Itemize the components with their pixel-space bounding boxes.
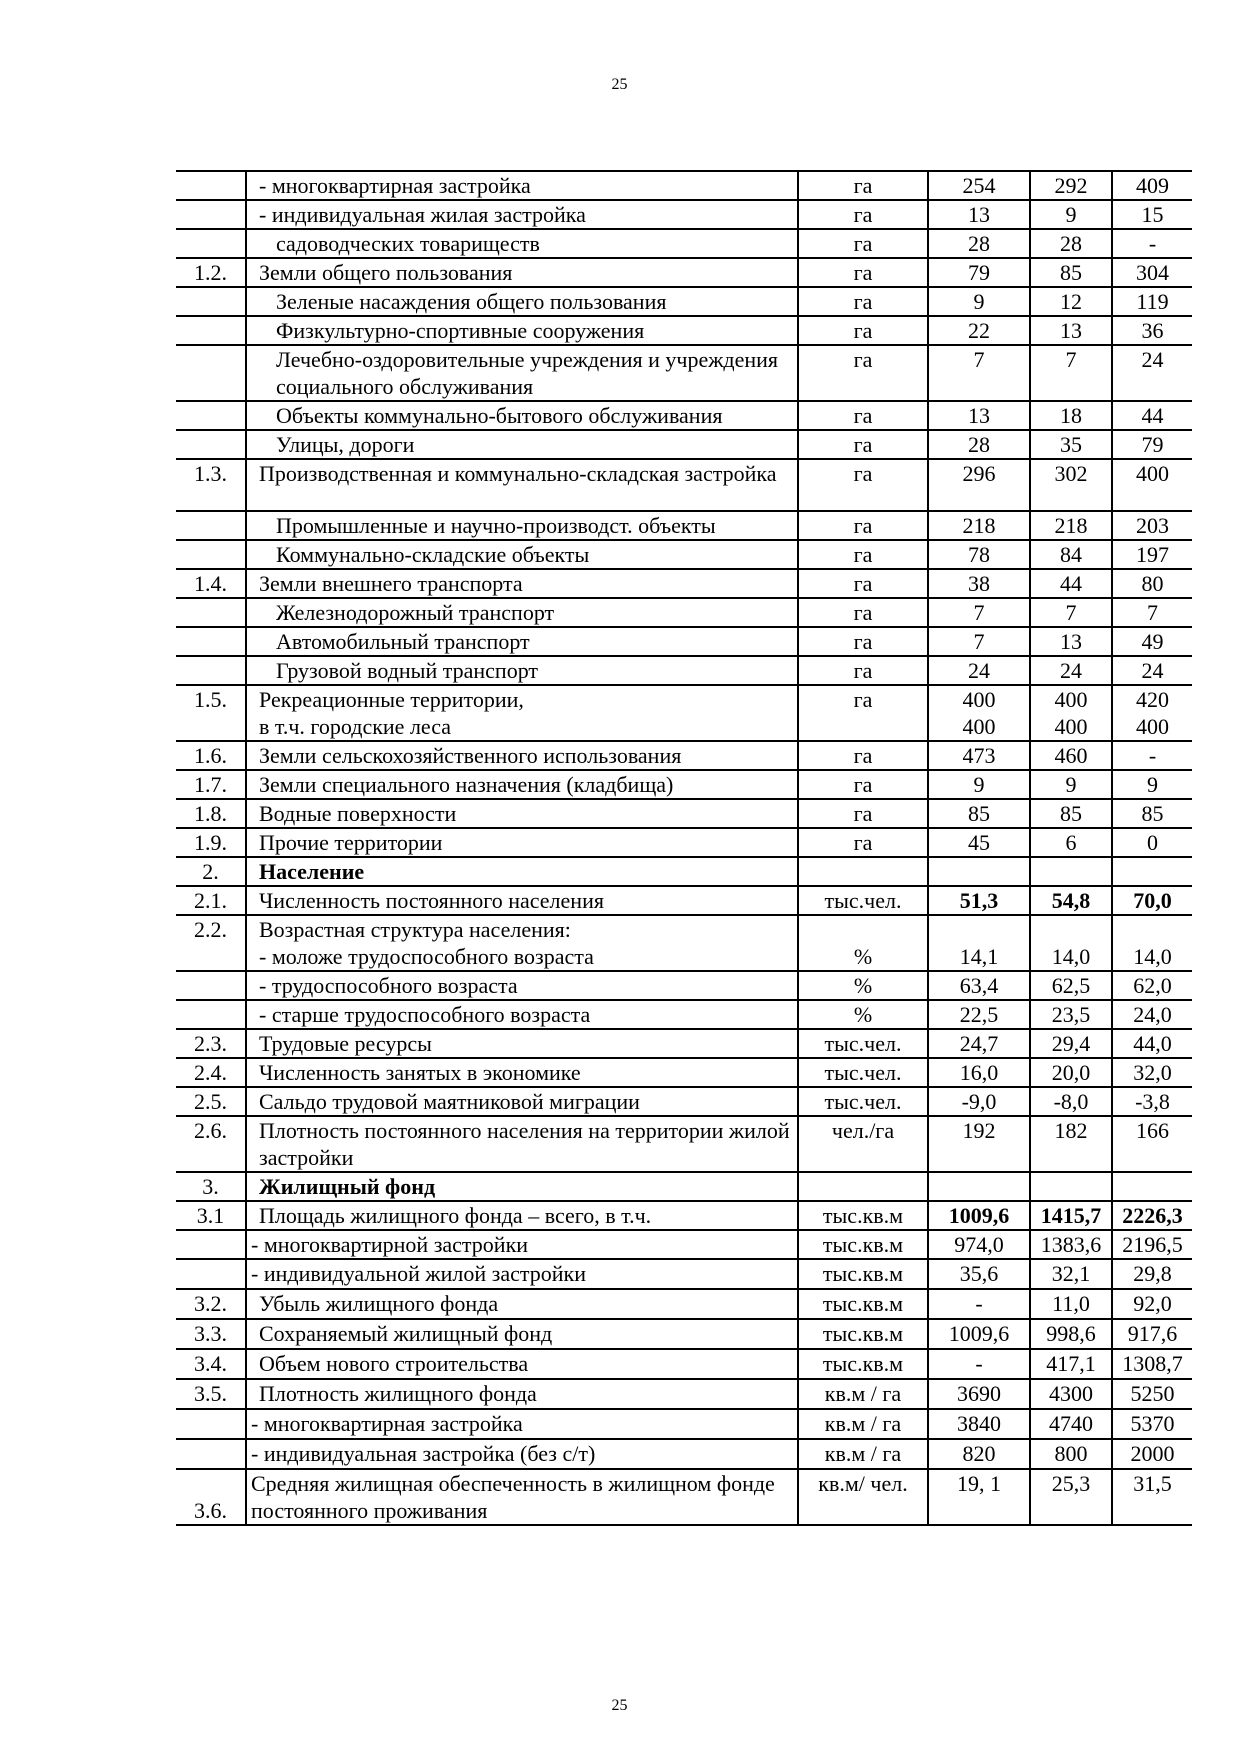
table-row [176,1289,1192,1319]
row-number [176,656,246,685]
row-unit: га [798,345,928,401]
table-row [176,1172,1192,1201]
row-value-1: 63,4 [928,971,1030,1000]
row-unit: га [798,200,928,229]
row-value-2: 7 [1030,345,1112,401]
row-unit: тыс.кв.м [798,1230,928,1259]
row-value-1: 820 [928,1439,1030,1469]
row-value-3: 92,0 [1112,1289,1192,1319]
row-unit: га [798,401,928,430]
table-row [176,1319,1192,1349]
row-number [176,171,246,200]
row-value-1: -9,0 [928,1087,1030,1116]
row-name: Физкультурно-спортивные сооружения [246,316,798,345]
row-name: - старше трудоспособного возраста [246,1000,798,1029]
row-value-2: 7 [1030,598,1112,627]
row-value-2: 35 [1030,430,1112,459]
row-name: Возрастная структура населения: - моложе трудоспособного возраста [246,915,798,971]
row-value-2: 9 [1030,200,1112,229]
table-row [176,401,1192,430]
row-number: 1.3. [176,459,246,511]
row-value-3: 0 [1112,828,1192,857]
row-number [176,627,246,656]
row-unit: % [798,915,928,971]
table-row [176,569,1192,598]
data-table [176,170,1192,1526]
row-value-3 [1112,857,1192,886]
row-value-1: 296 [928,459,1030,511]
row-value-2: -8,0 [1030,1087,1112,1116]
row-value-3: 80 [1112,569,1192,598]
row-value-1: 51,3 [928,886,1030,915]
row-unit: тыс.кв.м [798,1289,928,1319]
row-number [176,511,246,540]
row-unit: чел./га [798,1116,928,1172]
row-name: Сохраняемый жилищный фонд [246,1319,798,1349]
row-value-3: 5250 [1112,1379,1192,1409]
row-number [176,1439,246,1469]
row-name: Промышленные и научно-производст. объекты [246,511,798,540]
table-row [176,1230,1192,1259]
row-value-1: 13 [928,200,1030,229]
row-value-2: 18 [1030,401,1112,430]
row-name: Водные поверхности [246,799,798,828]
row-value-3: 119 [1112,287,1192,316]
row-value-3: 24 [1112,345,1192,401]
table-row [176,258,1192,287]
row-name: Земли внешнего транспорта [246,569,798,598]
row-unit: га [798,656,928,685]
row-number: 1.6. [176,741,246,770]
row-name: - индивидуальная жилая застройка [246,200,798,229]
row-unit: кв.м / га [798,1439,928,1469]
row-value-2: 32,1 [1030,1259,1112,1289]
row-value-3: 44 [1112,401,1192,430]
row-value-3: 32,0 [1112,1058,1192,1087]
row-unit: кв.м / га [798,1379,928,1409]
row-unit: га [798,828,928,857]
row-unit: кв.м / га [798,1409,928,1439]
row-value-1: 24 [928,656,1030,685]
row-name: Улицы, дороги [246,430,798,459]
table-row [176,915,1192,971]
table-row [176,229,1192,258]
row-value-1: 35,6 [928,1259,1030,1289]
row-value-2: 302 [1030,459,1112,511]
table-row [176,741,1192,770]
row-value-2: 800 [1030,1439,1112,1469]
row-value-3: - [1112,229,1192,258]
row-value-3: 9 [1112,770,1192,799]
row-value-3: 14,0 [1112,915,1192,971]
row-name: Численность постоянного населения [246,886,798,915]
row-value-2: 4300 [1030,1379,1112,1409]
row-value-2: 23,5 [1030,1000,1112,1029]
table-row [176,345,1192,401]
row-number: 2.5. [176,1087,246,1116]
row-number: 3.2. [176,1289,246,1319]
row-value-3: 2000 [1112,1439,1192,1469]
table-row [176,598,1192,627]
row-number: 2.4. [176,1058,246,1087]
row-name: Численность занятых в экономике [246,1058,798,1087]
row-value-3: 29,8 [1112,1259,1192,1289]
row-number: 3.6. [176,1469,246,1525]
row-value-3: 15 [1112,200,1192,229]
row-value-1: 9 [928,770,1030,799]
row-unit: кв.м/ чел. [798,1469,928,1525]
table-row [176,1000,1192,1029]
row-number: 1.4. [176,569,246,598]
row-value-2 [1030,1172,1112,1201]
row-unit: га [798,171,928,200]
row-value-3: 917,6 [1112,1319,1192,1349]
row-name: Сальдо трудовой маятниковой миграции [246,1087,798,1116]
row-unit: % [798,1000,928,1029]
row-name: - многоквартирная застройка [246,1409,798,1439]
row-value-2: 62,5 [1030,971,1112,1000]
table-row [176,1409,1192,1439]
row-value-2: 14,0 [1030,915,1112,971]
row-name: садоводческих товариществ [246,229,798,258]
row-name: Земли сельскохозяйственного использования [246,741,798,770]
row-value-2: 54,8 [1030,886,1112,915]
row-number [176,971,246,1000]
row-unit: га [798,258,928,287]
table-row [176,316,1192,345]
row-value-3: 70,0 [1112,886,1192,915]
row-value-2: 28 [1030,229,1112,258]
row-number: 1.7. [176,770,246,799]
row-value-2: 85 [1030,799,1112,828]
table-row [176,287,1192,316]
row-unit [798,857,928,886]
row-unit: га [798,511,928,540]
row-value-2: 24 [1030,656,1112,685]
row-number [176,1230,246,1259]
row-name: Земли специального назначения (кладбища) [246,770,798,799]
row-value-2: 218 [1030,511,1112,540]
row-value-2: 13 [1030,627,1112,656]
row-value-1: - [928,1289,1030,1319]
row-value-3: - [1112,741,1192,770]
row-unit: тыс.кв.м [798,1201,928,1230]
row-value-2: 9 [1030,770,1112,799]
row-value-1: 7 [928,598,1030,627]
table-row [176,1469,1192,1525]
row-value-1 [928,857,1030,886]
row-unit: га [798,229,928,258]
row-number: 2.6. [176,1116,246,1172]
row-name: Прочие территории [246,828,798,857]
row-value-1: 28 [928,229,1030,258]
row-number [176,540,246,569]
row-value-3: 409 [1112,171,1192,200]
row-unit: га [798,627,928,656]
row-value-1: 13 [928,401,1030,430]
row-number: 2.1. [176,886,246,915]
row-number: 1.9. [176,828,246,857]
row-name: Производственная и коммунально-складская застройка [246,459,798,511]
row-number [176,1409,246,1439]
row-name: - трудоспособного возраста [246,971,798,1000]
row-value-1: 7 [928,345,1030,401]
table-row [176,1087,1192,1116]
row-value-3: 36 [1112,316,1192,345]
row-name: Железнодорожный транспорт [246,598,798,627]
row-number [176,1000,246,1029]
row-unit: га [798,459,928,511]
row-value-3: 5370 [1112,1409,1192,1439]
row-name: Жилищный фонд [246,1172,798,1201]
table-row [176,1029,1192,1058]
row-value-2: 6 [1030,828,1112,857]
row-name: - индивидуальная застройка (без с/т) [246,1439,798,1469]
table-row [176,685,1192,741]
row-number: 3.3. [176,1319,246,1349]
row-value-3: 203 [1112,511,1192,540]
row-name: Трудовые ресурсы [246,1029,798,1058]
row-value-1: 473 [928,741,1030,770]
table-row [176,1058,1192,1087]
row-value-2: 13 [1030,316,1112,345]
table-row [176,430,1192,459]
row-value-1: 85 [928,799,1030,828]
page-number-bottom: 25 [611,1697,628,1714]
row-value-1: 19, 1 [928,1469,1030,1525]
row-value-2: 1415,7 [1030,1201,1112,1230]
row-value-2: 400 400 [1030,685,1112,741]
row-value-3: 7 [1112,598,1192,627]
row-value-1: 38 [928,569,1030,598]
row-name: Грузовой водный транспорт [246,656,798,685]
row-number [176,1259,246,1289]
row-value-1: 79 [928,258,1030,287]
table-row [176,971,1192,1000]
row-value-3: 79 [1112,430,1192,459]
row-value-1: 45 [928,828,1030,857]
row-unit: тыс.чел. [798,1029,928,1058]
table-row [176,459,1192,511]
row-unit: га [798,770,928,799]
table-row [176,656,1192,685]
row-number: 2. [176,857,246,886]
row-value-2: 20,0 [1030,1058,1112,1087]
table-row [176,857,1192,886]
row-value-3: 2226,3 [1112,1201,1192,1230]
row-value-2: 4740 [1030,1409,1112,1439]
row-name: Коммунально-складские объекты [246,540,798,569]
row-number: 3.1 [176,1201,246,1230]
row-unit: га [798,799,928,828]
row-value-3: 197 [1112,540,1192,569]
row-unit: тыс.кв.м [798,1319,928,1349]
row-name: Убыль жилищного фонда [246,1289,798,1319]
row-value-1: 14,1 [928,915,1030,971]
row-value-3: 24 [1112,656,1192,685]
row-number [176,430,246,459]
row-value-3: 304 [1112,258,1192,287]
row-value-2: 292 [1030,171,1112,200]
row-number: 1.2. [176,258,246,287]
row-value-1: 974,0 [928,1230,1030,1259]
row-value-1: - [928,1349,1030,1379]
row-name: Земли общего пользования [246,258,798,287]
row-value-1: 28 [928,430,1030,459]
row-name: Площадь жилищного фонда – всего, в т.ч. [246,1201,798,1230]
row-value-2: 182 [1030,1116,1112,1172]
table-row [176,1116,1192,1172]
row-value-1: 400 400 [928,685,1030,741]
row-value-3 [1112,1172,1192,1201]
row-name: Средняя жилищная обеспеченность в жилищном фонде постоянного проживания [246,1469,798,1525]
row-value-3: 166 [1112,1116,1192,1172]
row-name: Автомобильный транспорт [246,627,798,656]
row-unit: тыс.чел. [798,1087,928,1116]
row-unit: тыс.чел. [798,1058,928,1087]
row-number: 1.8. [176,799,246,828]
table-row [176,1259,1192,1289]
row-value-1: 78 [928,540,1030,569]
row-value-3: 49 [1112,627,1192,656]
row-value-3: 400 [1112,459,1192,511]
row-value-1: 7 [928,627,1030,656]
row-unit: га [798,569,928,598]
table-row [176,200,1192,229]
row-value-1: 218 [928,511,1030,540]
row-name: Объем нового строительства [246,1349,798,1379]
row-value-1: 16,0 [928,1058,1030,1087]
row-unit: тыс.кв.м [798,1349,928,1379]
row-value-1: 22 [928,316,1030,345]
row-value-2: 44 [1030,569,1112,598]
row-value-2: 11,0 [1030,1289,1112,1319]
row-unit: га [798,741,928,770]
row-name: Зеленые насаждения общего пользования [246,287,798,316]
row-name: Объекты коммунально-бытового обслуживания [246,401,798,430]
row-value-2: 460 [1030,741,1112,770]
row-name: Плотность постоянного населения на территории жилой застройки [246,1116,798,1172]
row-value-2: 1383,6 [1030,1230,1112,1259]
row-value-2: 29,4 [1030,1029,1112,1058]
row-name: Плотность жилищного фонда [246,1379,798,1409]
table-row [176,1439,1192,1469]
row-value-2: 12 [1030,287,1112,316]
row-number: 1.5. [176,685,246,741]
row-value-2: 85 [1030,258,1112,287]
row-value-2 [1030,857,1112,886]
row-name: - индивидуальной жилой застройки [246,1259,798,1289]
row-number: 3.5. [176,1379,246,1409]
row-value-3: 1308,7 [1112,1349,1192,1379]
row-unit: тыс.чел. [798,886,928,915]
row-value-3: -3,8 [1112,1087,1192,1116]
row-number [176,200,246,229]
row-value-3: 44,0 [1112,1029,1192,1058]
row-value-1 [928,1172,1030,1201]
row-value-1: 1009,6 [928,1319,1030,1349]
row-value-3: 420 400 [1112,685,1192,741]
row-value-3: 31,5 [1112,1469,1192,1525]
row-number: 2.3. [176,1029,246,1058]
row-value-1: 3690 [928,1379,1030,1409]
table-row [176,770,1192,799]
row-number [176,316,246,345]
row-value-3: 24,0 [1112,1000,1192,1029]
row-name: - многоквартирная застройка [246,171,798,200]
row-value-1: 192 [928,1116,1030,1172]
row-number [176,345,246,401]
row-unit: га [798,685,928,741]
row-name: Лечебно-оздоровительные учреждения и учреждения социального обслуживания [246,345,798,401]
row-number [176,598,246,627]
table-row [176,828,1192,857]
row-value-1: 24,7 [928,1029,1030,1058]
row-unit: га [798,540,928,569]
table-row [176,799,1192,828]
row-value-1: 1009,6 [928,1201,1030,1230]
table-row [176,171,1192,200]
row-name: Рекреационные территории, в т.ч. городские леса [246,685,798,741]
row-value-2: 84 [1030,540,1112,569]
row-value-3: 85 [1112,799,1192,828]
row-unit: га [798,316,928,345]
row-unit: га [798,598,928,627]
table-row [176,886,1192,915]
row-number [176,401,246,430]
row-unit: га [798,430,928,459]
row-number [176,229,246,258]
table-row [176,540,1192,569]
row-number: 2.2. [176,915,246,971]
table-row [176,1349,1192,1379]
table-row [176,511,1192,540]
row-unit: тыс.кв.м [798,1259,928,1289]
row-unit [798,1172,928,1201]
row-unit: % [798,971,928,1000]
row-value-3: 62,0 [1112,971,1192,1000]
row-value-3: 2196,5 [1112,1230,1192,1259]
row-value-2: 25,3 [1030,1469,1112,1525]
row-value-1: 254 [928,171,1030,200]
row-value-2: 417,1 [1030,1349,1112,1379]
table-row [176,1379,1192,1409]
table-row [176,1201,1192,1230]
row-value-1: 3840 [928,1409,1030,1439]
row-number [176,287,246,316]
row-value-1: 9 [928,287,1030,316]
table-row [176,627,1192,656]
row-value-2: 998,6 [1030,1319,1112,1349]
row-number: 3.4. [176,1349,246,1379]
row-number: 3. [176,1172,246,1201]
page-number-top: 25 [611,76,628,93]
row-name: - многоквартирной застройки [246,1230,798,1259]
row-unit: га [798,287,928,316]
row-value-1: 22,5 [928,1000,1030,1029]
row-name: Население [246,857,798,886]
